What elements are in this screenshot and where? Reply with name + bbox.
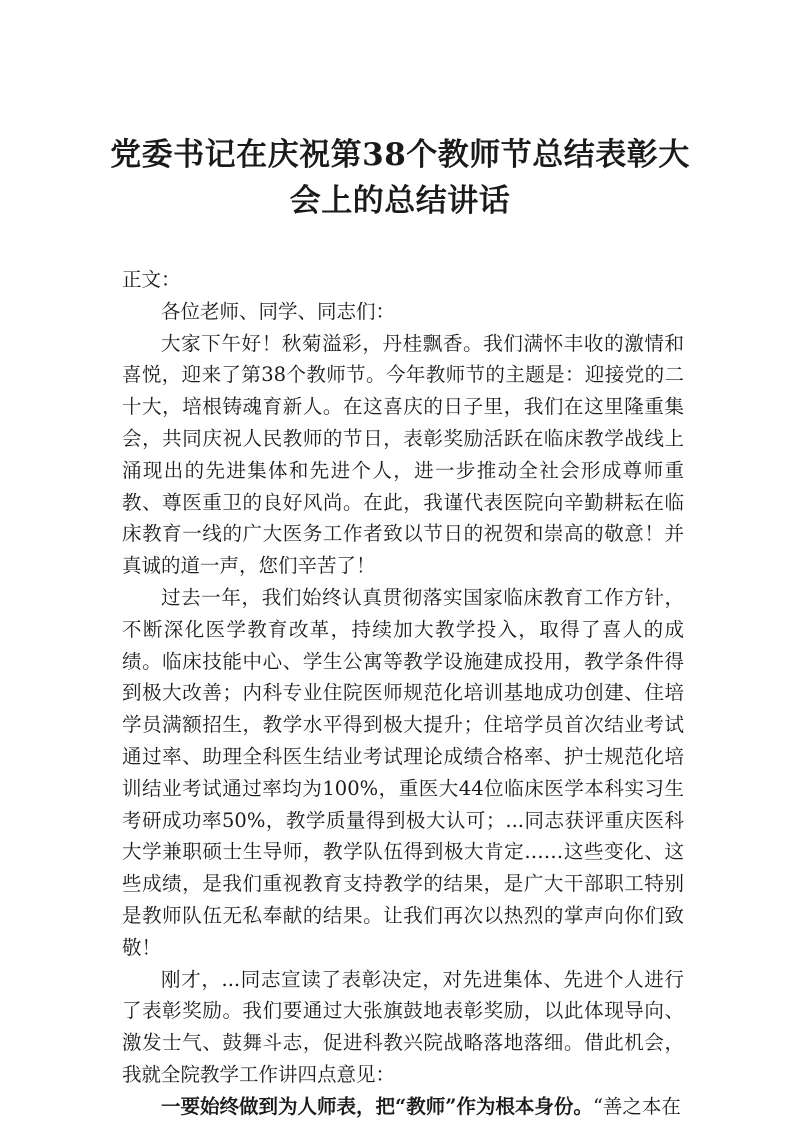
document-title: 党委书记在庆祝第38个教师节总结表彰大会上的总结讲话: [110, 137, 690, 219]
document-body: [122, 264, 684, 1123]
point-one-heading: 一要始终做到为人师表，把“教师”作为根本身份。: [161, 1094, 593, 1118]
salutation: 各位老师、同学、同志们：: [161, 299, 396, 323]
paragraph-achievements: 过去一年，我们始终认真贯彻落实国家临床教育工作方针，不断深化医学教育改革，持续加大教学投入，取得了喜人的成绩。临床技能中心、学生公寓等教学设施建成投用，教学条件得到极大改善；内科专业住院医师规范化培训基地成功创建、住培学员满额招生，教学水平得到极大提升；住培学员首次结业考试通过率、助理全科医生结业考试理论成绩合格率、护士规范化培训结业考试通过率均为100%，重医大44位临床医学本科实习生考研成功率50%，教学质量得到极大认可；...同志获评重庆医科大学兼职硕士生导师，教学队伍得到极大肯定……这些变化、这些成绩，是我们重视教育支持教学的结果，是广大干部职工特别是教师队伍无私奉献的结果。让我们再次以热烈的掌声向你们致敬！: [122, 585, 684, 959]
paragraph-point-one: [122, 1091, 684, 1123]
body-label: 正文：: [122, 268, 181, 291]
paragraph-commendation: 刚才，...同志宣读了表彰决定，对先进集体、先进个人进行了表彰奖励。我们要通过大张旗鼓地表彰奖励，以此体现导向、激发士气、鼓舞斗志，促进科教兴院战略落地落细。借此机会，我就全院教学工作讲四点意见：: [122, 967, 684, 1086]
paragraph-greeting: 大家下午好！秋菊溢彩，丹桂飘香。我们满怀丰收的激情和喜悦，迎来了第38个教师节。今年教师节的主题是：迎接党的二十大，培根铸魂育新人。在这喜庆的日子里，我们在这里隆重集会，共同庆祝人民教师的节日，表彰奖励活跃在临床教学战线上涌现出的先进集体和先进个人，进一步推动全社会形成尊师重教、尊医重卫的良好风尚。在此，我谨代表医院向辛勤耕耘在临床教育一线的广大医务工作者致以节日的祝贺和崇高的敬意！并真诚的道一声，您们辛苦了！: [122, 331, 684, 578]
point-one-text: “善之本在: [592, 1094, 681, 1118]
